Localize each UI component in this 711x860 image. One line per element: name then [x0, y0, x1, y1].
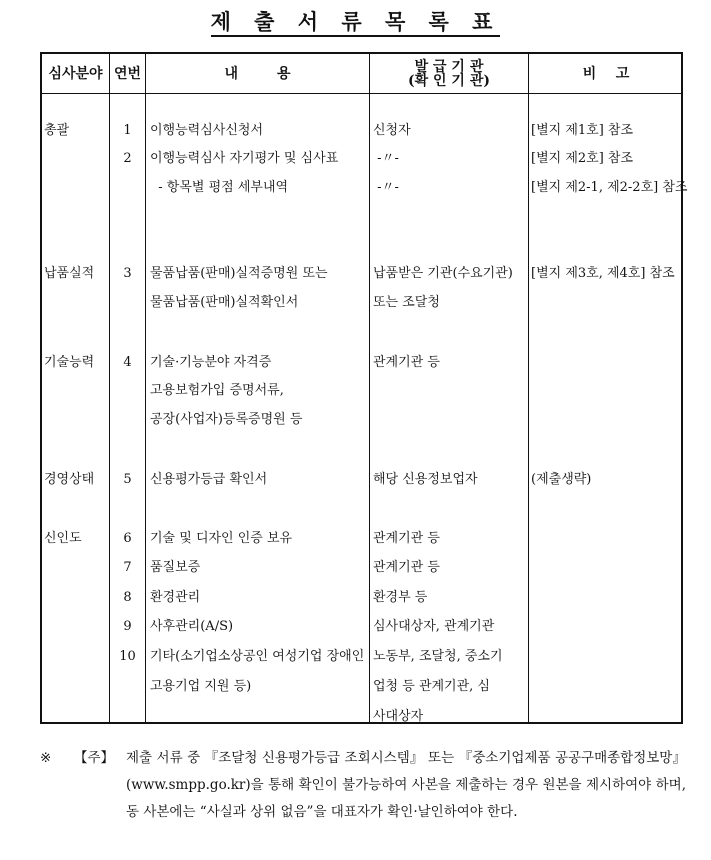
row-remarks: [별지 제2호] 참조	[531, 151, 634, 166]
row-content: 고용보험가입 증명서류,	[150, 383, 284, 398]
row-issuer: 납품받은 기관(수요기관)	[373, 266, 513, 281]
row-content: 기타(소기업소상공인 여성기업 장애인	[150, 649, 365, 664]
row-issuer: 관계기관 등	[373, 355, 440, 370]
row-number: 7	[123, 560, 132, 575]
row-category: 납품실적	[44, 266, 95, 281]
row-issuer: 업청 등 관계기관, 심	[373, 679, 490, 694]
row-content: 기술 및 디자인 인증 보유	[150, 531, 293, 546]
row-number: 3	[123, 266, 132, 281]
row-content: 사후관리(A/S)	[150, 619, 234, 634]
header-category: 심사분야	[48, 66, 103, 82]
row-number: 4	[123, 355, 132, 370]
row-issuer: 또는 조달청	[373, 295, 440, 310]
row-category: 신인도	[44, 531, 82, 546]
row-number: 1	[123, 123, 132, 138]
row-content: 고용기업 지원 등)	[150, 679, 252, 694]
row-content: 이행능력심사신청서	[150, 123, 264, 138]
note-mark: ※	[40, 750, 52, 766]
row-remarks: (제출생략)	[531, 472, 592, 487]
row-remarks: [별지 제2-1, 제2-2호] 참조	[531, 180, 688, 195]
row-issuer: 사대상자	[373, 709, 424, 724]
column-divider	[145, 54, 146, 722]
row-number: 10	[119, 649, 136, 664]
page-title: 제 출 서 류 목 록 표	[0, 6, 711, 36]
row-content: 품질보증	[150, 560, 201, 575]
row-remarks: [별지 제3호, 제4호] 참조	[531, 266, 675, 281]
row-issuer: 관계기관 등	[373, 560, 440, 575]
row-content: 기술·기능분야 자격증	[150, 355, 272, 370]
note-text: 제출 서류 중 『조달청 신용평가등급 조회시스템』 또는 『중소기업제품 공공구매종합정보망』 (www.smpp.go.kr)을 통해 확인이 불가능하여 사본을 제출하는 경우 원본을 제시하여야 하며, 동 사본에는 “사실과 상위 없음”을 대표자가 확인·날인하여야 한다.	[126, 750, 686, 820]
row-issuer: -〃-	[373, 151, 399, 166]
header-remarks: 비 고	[582, 66, 630, 82]
row-number: 9	[123, 619, 132, 634]
column-divider	[369, 54, 370, 722]
row-category: 총괄	[44, 123, 70, 138]
row-issuer: 환경부 등	[373, 590, 428, 605]
row-remarks: [별지 제1호] 참조	[531, 123, 634, 138]
row-issuer: 해당 신용정보업자	[373, 472, 478, 487]
row-number: 5	[123, 472, 132, 487]
header-no: 연번	[113, 66, 142, 82]
row-number: 8	[123, 590, 132, 605]
row-category: 기술능력	[44, 355, 95, 370]
row-content: 물품납품(판매)실적확인서	[150, 295, 299, 310]
row-issuer: 심사대상자, 관계기관	[373, 619, 495, 634]
row-content: 물품납품(판매)실적증명원 또는	[150, 266, 328, 281]
row-issuer: 신청자	[373, 123, 411, 138]
document-table	[40, 52, 688, 724]
column-divider	[528, 54, 529, 722]
header-issuer	[370, 54, 528, 94]
row-number: 2	[123, 151, 132, 166]
row-content: 환경관리	[150, 590, 201, 605]
row-issuer: 관계기관 등	[373, 531, 440, 546]
row-content: - 항목별 평점 세부내역	[150, 180, 289, 195]
row-content: 이행능력심사 자기평가 및 심사표	[150, 151, 339, 166]
row-content: 신용평가등급 확인서	[150, 472, 268, 487]
header-issuer-line2: (확 인 기 관)	[408, 73, 490, 89]
note-tag: 【주】	[74, 750, 115, 766]
row-category: 경영상태	[44, 472, 95, 487]
header-content: 내 용	[224, 66, 291, 82]
row-content: 공장(사업자)등록증명원 등	[150, 412, 303, 427]
header-issuer-line1: 발 급 기 관	[414, 59, 484, 75]
row-number: 6	[123, 531, 132, 546]
row-issuer: -〃-	[373, 180, 399, 195]
row-issuer: 노동부, 조달청, 중소기	[373, 649, 503, 664]
